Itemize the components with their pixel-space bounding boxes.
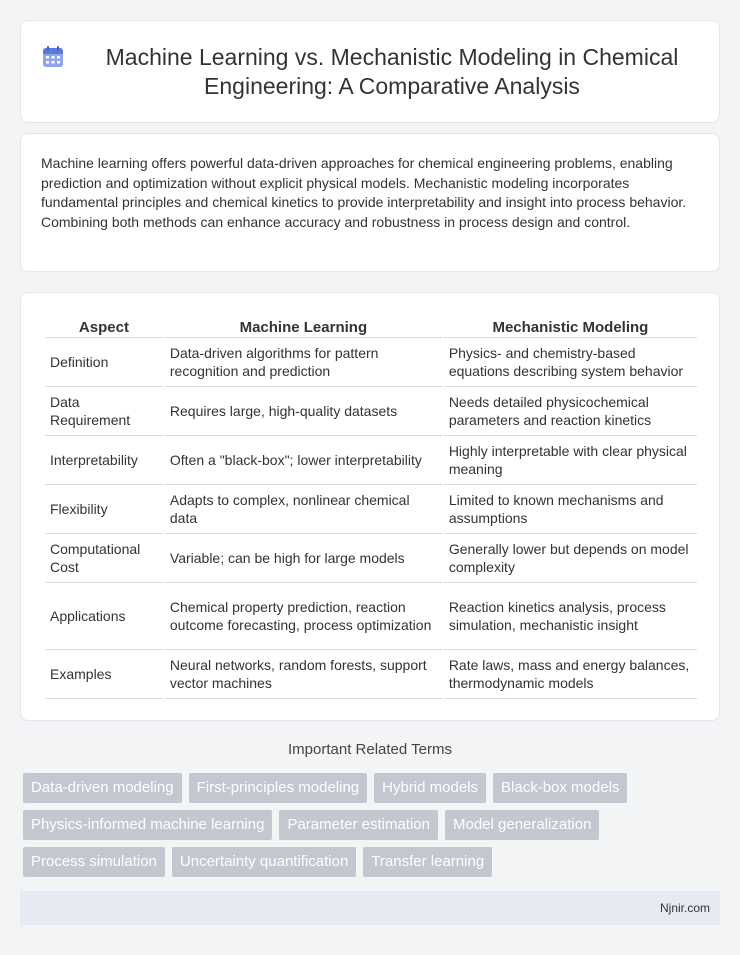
term-tag[interactable]: Model generalization (445, 810, 599, 840)
term-tag[interactable]: Process simulation (23, 847, 165, 877)
cell-mechanistic-modeling: Rate laws, mass and energy balances, thermodynamic models (444, 650, 697, 699)
term-tag[interactable]: Parameter estimation (279, 810, 438, 840)
footer-site-link[interactable]: Njnir.com (659, 901, 710, 915)
cell-machine-learning: Variable; can be high for large models (165, 534, 442, 583)
footer (20, 891, 720, 925)
term-tag[interactable]: First-principles modeling (189, 773, 368, 803)
header-machine-learning: Machine Learning (165, 313, 442, 338)
cell-machine-learning: Often a "black-box"; lower interpretability (165, 436, 442, 485)
page-title: Machine Learning vs. Mechanistic Modeling in Chemical Engineering: A Comparative Analysis (105, 43, 679, 99)
cell-aspect: Interpretability (45, 436, 163, 485)
cell-aspect: Examples (45, 650, 163, 699)
cell-mechanistic-modeling: Limited to known mechanisms and assumptions (444, 485, 697, 534)
term-tag[interactable]: Transfer learning (363, 847, 492, 877)
table-row (45, 387, 697, 436)
comparison-card (20, 292, 720, 721)
table-row (45, 650, 697, 699)
cell-aspect: Data Requirement (45, 387, 163, 436)
comparison-table (43, 313, 699, 699)
cell-mechanistic-modeling: Physics- and chemistry-based equations describing system behavior (444, 338, 697, 387)
cell-mechanistic-modeling: Generally lower but depends on model complexity (444, 534, 697, 583)
intro-card (20, 133, 720, 272)
related-terms-title: Important Related Terms (288, 741, 452, 758)
related-terms-list (23, 773, 723, 884)
cell-aspect: Applications (45, 583, 163, 650)
cell-mechanistic-modeling: Highly interpretable with clear physical meaning (444, 436, 697, 485)
term-tag[interactable]: Data-driven modeling (23, 773, 182, 803)
table-row (45, 436, 697, 485)
cell-aspect: Computational Cost (45, 534, 163, 583)
cell-mechanistic-modeling: Reaction kinetics analysis, process simulation, mechanistic insight (444, 583, 697, 650)
table-row (45, 534, 697, 583)
term-tag[interactable]: Black-box models (493, 773, 627, 803)
cell-mechanistic-modeling: Needs detailed physicochemical parameters and reaction kinetics (444, 387, 697, 436)
table-header-row (45, 313, 697, 338)
table-row (45, 485, 697, 534)
calendar-icon (41, 45, 65, 69)
intro-paragraph: Machine learning offers powerful data-driven approaches for chemical engineering problems, enabling prediction and optimization without explicit physical models. Mechanistic modeling incorporates fundamental principles and chemical kinetics to provide interpretability and insight into process behavior. Combining both methods can enhance accuracy and robustness in process design and control. (41, 155, 687, 230)
header-aspect: Aspect (45, 313, 163, 338)
cell-machine-learning: Data-driven algorithms for pattern recognition and prediction (165, 338, 442, 387)
header-mechanistic-modeling: Mechanistic Modeling (444, 313, 697, 338)
table-row (45, 338, 697, 387)
table-row (45, 583, 697, 650)
cell-aspect: Definition (45, 338, 163, 387)
header-card (20, 20, 720, 123)
term-tag[interactable]: Hybrid models (374, 773, 486, 803)
cell-machine-learning: Adapts to complex, nonlinear chemical data (165, 485, 442, 534)
cell-machine-learning: Requires large, high-quality datasets (165, 387, 442, 436)
cell-aspect: Flexibility (45, 485, 163, 534)
term-tag[interactable]: Uncertainty quantification (172, 847, 356, 877)
cell-machine-learning: Chemical property prediction, reaction outcome forecasting, process optimization (165, 583, 442, 650)
term-tag[interactable]: Physics-informed machine learning (23, 810, 272, 840)
cell-machine-learning: Neural networks, random forests, support vector machines (165, 650, 442, 699)
